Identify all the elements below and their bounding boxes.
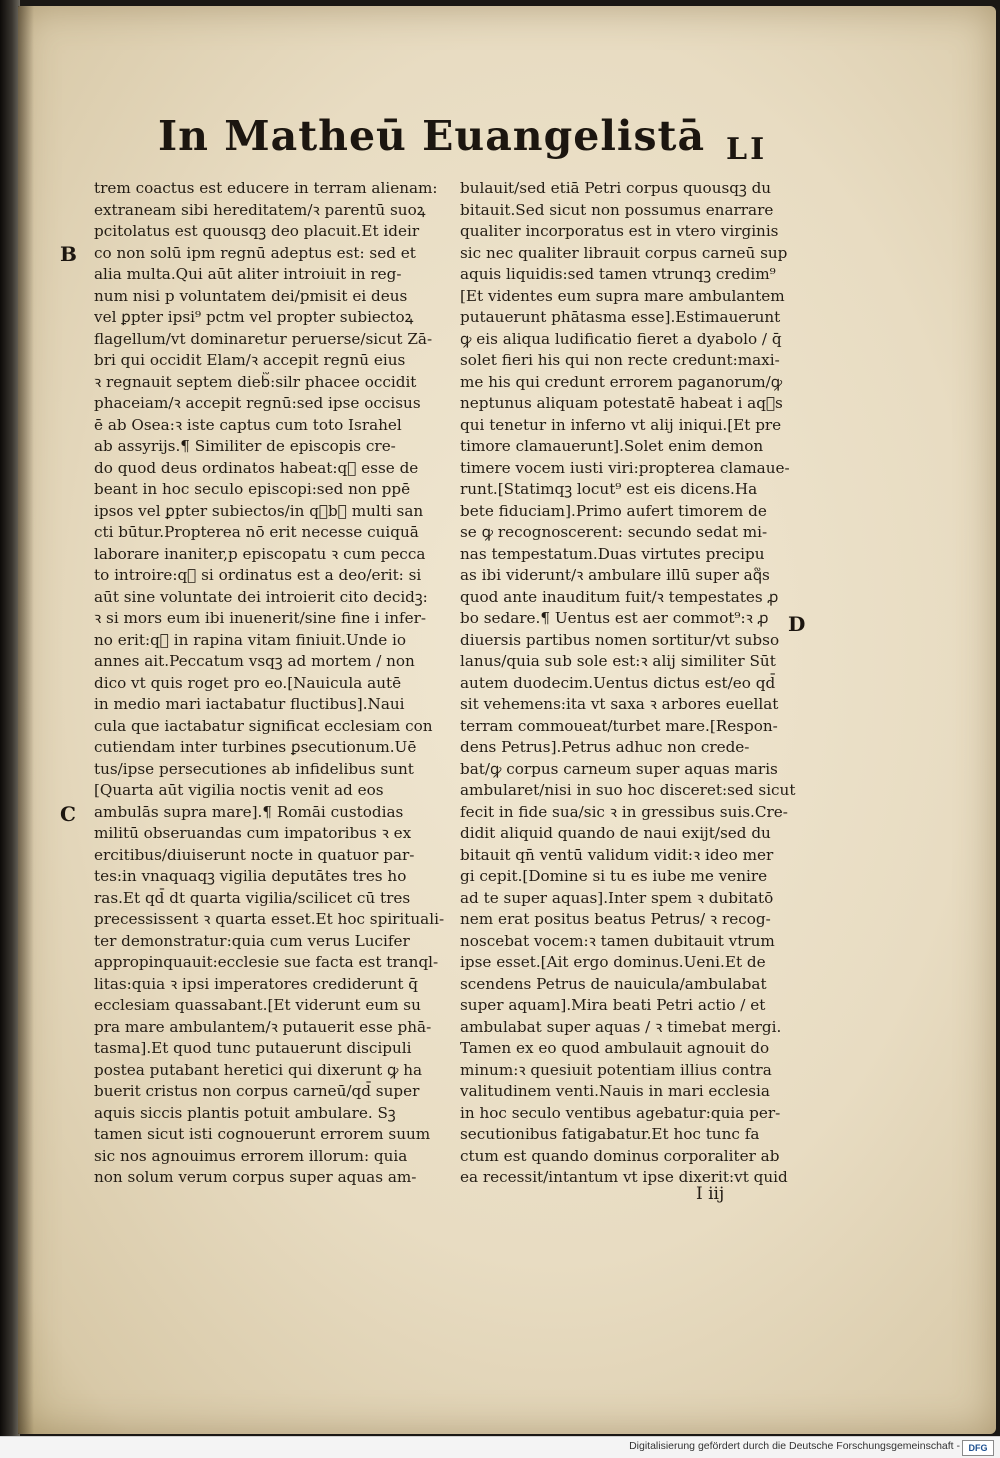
text-line: nas tempestatum.Duas virtutes precipu [460,544,765,563]
text-line: me his qui credunt errorem paganorum/ꝙ [460,372,783,391]
text-line: sit vehemens:ita vt saxa ꝛ arbores euellat [460,695,779,713]
text-line: se ꝙ recognoscerent: secundo sedat mi- [460,523,768,541]
dfg-logo: DFG [962,1440,994,1456]
text-line: ercitibus/diuiserunt nocte in quatuor par- [94,845,415,864]
text-line: [Quarta aūt vigilia noctis venit ad eos [94,781,384,799]
text-line: bri qui occidit Elam/ꝛ accepit regnū eius [94,351,406,369]
marginal-letter-c: C [60,802,76,826]
text-line: no erit:q᷑ in rapina vitam finiuit.Unde io [94,630,407,649]
text-line: secutionibus fatigabatur.Et hoc tunc fa [460,1125,760,1143]
text-line: alia multa.Qui aūt aliter introiuit in reg- [94,265,402,283]
text-line: gi cepit.[Domine si tu es iube me venire [460,867,768,885]
text-line: do quod deus ordinatos habeat:q᷑ esse de [94,458,419,477]
book-page [18,6,996,1434]
signature-mark: I iij [696,1184,725,1204]
text-line: super aquam].Mira beati Petri actio / et [460,996,766,1014]
text-line: bat/ꝙ corpus carneum super aquas maris [460,759,778,778]
text-line: dens Petrus].Petrus adhuc non crede- [460,738,750,756]
text-line: noscebat vocem:ꝛ tamen dubitauit vtrum [460,931,775,950]
right-text-column [460,178,812,1189]
text-line: pcitolatus est quousqꝫ deo placuit.Et ideir [94,222,420,240]
text-line: tasma].Et quod tunc putauerunt discipuli [94,1039,412,1057]
text-line: pra mare ambulantem/ꝛ putauerit esse phā- [94,1017,432,1036]
marginal-letter-d: D [788,612,806,636]
text-line: ꝙ eis aliqua ludificatio fieret a dyabolo / q̄ [460,329,782,348]
scan-background-edge [0,0,20,1440]
text-line: non solum verum corpus super aquas am- [94,1168,417,1186]
text-line: annes ait.Peccatum vsqꝫ ad mortem / non [94,652,415,670]
text-line: cti būtur.Propterea nō erit necesse cuiquā [94,523,419,541]
text-line: ter demonstratur:quia cum verus Lucifer [94,931,410,950]
text-line: ambulās supra mare].¶ Romāi custodias [94,802,404,821]
text-line: laborare inaniter,p episcopatu ꝛ cum pecca [94,544,426,563]
text-line: flagellum/vt dominaretur peruerse/sicut Zā- [94,329,433,348]
text-line: cula que iactabatur significat ecclesiam con [94,716,433,735]
text-line: bo sedare.¶ Uentus est aer commot⁹:ꝛ ꝓ [460,609,769,627]
text-line: buerit cristus non corpus carneū/qd̄ super [94,1082,420,1100]
text-line: tamen sicut isti cognouerunt errorem suum [94,1125,431,1143]
text-line: militū obseruandas cum impatoribus ꝛ ex [94,824,412,842]
text-line: vel ꝑpter ipsi⁹ pctm vel propter subiectoꝝ [94,308,414,326]
text-line: to introire:q᷑ si ordinatus est a deo/erit: si [94,566,422,584]
text-line: sic nos agnouimus errorem illorum: quia [94,1146,408,1165]
text-line: nem erat positus beatus Petrus/ ꝛ recog- [460,910,771,928]
text-line: diuersis partibus nomen sortitur/vt subso [460,630,780,649]
text-line: autem duodecim.Uentus dictus est/eo qd̄ [460,673,776,692]
text-line: trem coactus est educere in terram alienam: [94,179,438,197]
text-line: Tamen ex eo quod ambulauit agnouit do [460,1039,770,1057]
text-line: timore clamauerunt].Solet enim demon [460,437,764,455]
text-line: ea recessit/intantum vt ipse dixerit:vt quid [460,1168,788,1186]
text-line: ctum est quando dominus corporaliter ab [460,1146,780,1165]
text-line: runt.[Statimqꝫ locut⁹ est eis dicens.Ha [460,480,758,498]
text-line: co non solū ipm regnū adeptus est: sed et [94,243,416,262]
text-line: precessissent ꝛ quarta esset.Et hoc spirituali- [94,910,445,928]
text-line: valitudinem venti.Nauis in mari ecclesia [460,1082,770,1100]
text-line: scendens Petrus de nauicula/ambulabat [460,974,767,993]
text-line: timere vocem iusti viri:propterea clamaue- [460,458,790,477]
text-line: num nisi p voluntatem dei/pmisit ei deus [94,286,408,305]
digitization-footer [0,1436,1000,1458]
text-line: ꝛ regnauit septem dieb᷑:silr phacee occidit [94,372,417,391]
text-line: ecclesiam quassabant.[Et viderunt eum su [94,996,421,1014]
text-line: bulauit/sed etiā Petri corpus quousqꝫ du [460,179,772,197]
text-line: tus/ipse persecutiones ab infidelibus sunt [94,759,414,778]
text-line: in medio mari iactabatur fluctibus].Naui [94,695,405,713]
text-line: appropinquauit:ecclesie sue facta est tranql- [94,953,439,971]
text-line: aūt sine voluntate dei introierit cito decidꝫ: [94,587,428,606]
text-line: bitauit.Sed sicut non possumus enarrare [460,200,774,219]
folio-number: LI [726,132,768,167]
text-line: neptunus aliquam potestatē habeat i aq᷑s [460,394,783,412]
text-line: ras.Et qd̄ dt quarta vigilia/scilicet cū tres [94,888,411,907]
text-line: tes:in vnaquaqꝫ vigilia deputātes tres ho [94,867,407,885]
text-line: bete fiduciam].Primo aufert timorem de [460,501,767,520]
left-text-column [94,178,446,1189]
text-line: postea putabant heretici qui dixerunt ꝙ ha [94,1060,423,1079]
text-line: dico vt quis roget pro eo.[Nauicula autē [94,673,402,692]
text-line: ꝛ si mors eum ibi inuenerit/sine fine i infer- [94,609,427,627]
text-line: ipsos vel ꝑpter subiectos/in q᷑b᷒ multi san [94,501,424,520]
text-line: aquis liquidis:sed tamen vtrunqꝫ credim⁹ [460,265,776,283]
text-line: lanus/quia sub sole est:ꝛ alij similiter Sūt [460,652,776,670]
footer-credit: Digitalisierung gefördert durch die Deutsche Forschungsgemeinschaft - [629,1440,960,1452]
text-line: qualiter incorporatus est in vtero virginis [460,222,779,240]
text-line: extraneam sibi hereditatem/ꝛ parentū suoꝝ [94,200,426,219]
text-line: didit aliquid quando de naui exijt/sed du [460,824,771,842]
text-line: aquis siccis plantis potuit ambulare. Sꝫ [94,1103,396,1122]
text-line: as ibi viderunt/ꝛ ambulare illū super aq᷑s [460,566,770,584]
text-line: litas:quia ꝛ ipsi imperatores crediderunt q̄ [94,974,419,993]
text-line: qui tenetur in inferno vt alij iniqui.[Et pre [460,415,782,434]
marginal-letter-b: B [60,242,77,266]
text-line: ipse esset.[Ait ergo dominus.Ueni.Et de [460,953,766,971]
text-line: ab assyrijs.¶ Similiter de episcopis cre- [94,437,396,455]
text-line: [Et videntes eum supra mare ambulantem [460,286,785,305]
text-line: minum:ꝛ quesiuit potentiam illius contra [460,1060,772,1079]
text-line: beant in hoc seculo episcopi:sed non ppē [94,480,411,498]
text-line: in hoc seculo ventibus agebatur:quia per- [460,1103,781,1122]
text-line: phaceiam/ꝛ accepit regnū:sed ipse occisus [94,394,421,412]
text-line: ambulabat super aquas / ꝛ timebat mergi. [460,1017,782,1036]
text-line: terram commoueat/turbet mare.[Respon- [460,716,778,735]
text-line: ē ab Osea:ꝛ iste captus cum toto Israhel [94,415,402,434]
text-line: sic nec qualiter librauit corpus carneū sup [460,243,788,262]
text-line: ambularet/nisi in suo hoc disceret:sed sicut [460,781,796,799]
text-line: fecit in fide sua/sic ꝛ in gressibus suis.Cre- [460,802,788,821]
running-head: In Matheū Euangelistā [158,112,706,160]
text-line: solet fieri his qui non recte credunt:maxi- [460,351,780,369]
text-line: quod ante inauditum fuit/ꝛ tempestates ꝓ [460,587,779,606]
text-line: ad te super aquas].Inter spem ꝛ dubitatō [460,888,774,907]
text-line: putauerunt phātasma esse].Estimauerunt [460,308,781,326]
text-line: cutiendam inter turbines ꝑsecutionum.Uē [94,738,417,756]
text-line: bitauit qn̄ ventū validum vidit:ꝛ ideo mer [460,845,774,864]
